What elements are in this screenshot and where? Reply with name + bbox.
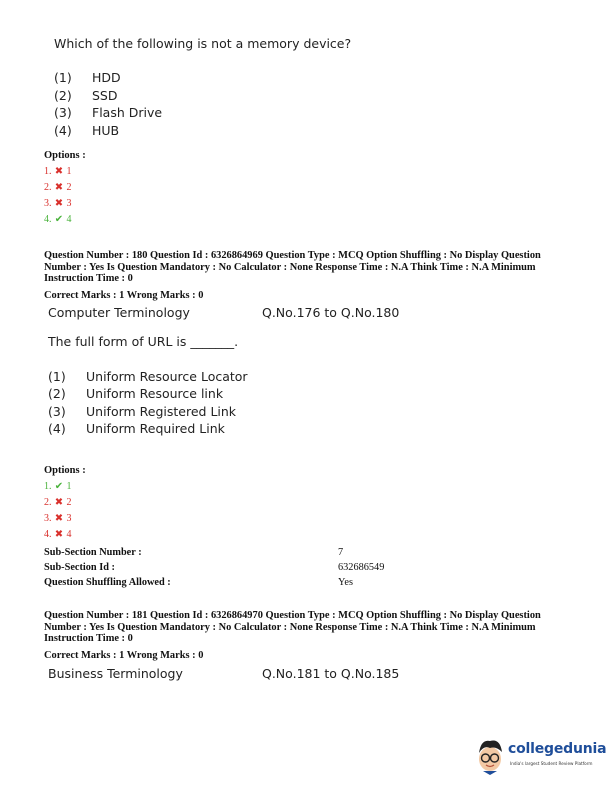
cross-icon: ✖ xyxy=(54,166,64,177)
cross-icon: ✖ xyxy=(54,513,64,524)
option-row: (2) Uniform Resource link xyxy=(48,386,224,402)
mascot-icon xyxy=(474,735,506,775)
answer-row: 4. ✔ 4 xyxy=(44,212,72,228)
answer-row: 3. ✖ 3 xyxy=(44,511,72,527)
logo-tagline: India's largest Student Review Platform xyxy=(510,761,593,766)
answer-row: 4. ✖ 4 xyxy=(44,527,72,543)
cross-icon: ✖ xyxy=(54,529,64,540)
check-icon: ✔ xyxy=(54,214,64,225)
options-label: Options : xyxy=(44,150,86,161)
cross-icon: ✖ xyxy=(54,497,64,508)
option-row: (3) Uniform Registered Link xyxy=(48,403,237,419)
subsection-number-value: 7 xyxy=(338,547,344,558)
logo-wordmark: collegedunia xyxy=(508,741,607,757)
question-text: The full form of URL is _______. xyxy=(48,334,239,349)
question-meta: Question Number : 180 Question Id : 6326864969 Question Type : MCQ Option Shuffling : No Display Question Number : Yes Is Question Mandatory : No Calculator : None Response Time : N.A Think Time : N.A Minimum Instruction Time : 0 xyxy=(44,250,541,284)
options-label: Options : xyxy=(44,465,86,476)
subsection-number-label: Sub-Section Number : xyxy=(44,547,142,558)
answer-row: 2. ✖ 2 xyxy=(44,495,72,511)
cross-icon: ✖ xyxy=(54,198,64,209)
question-options xyxy=(48,368,248,437)
answer-key-list xyxy=(44,164,72,228)
answer-row: 1. ✖ 1 xyxy=(44,164,72,180)
question-meta: Question Number : 181 Question Id : 6326864970 Question Type : MCQ Option Shuffling : No Display Question Number : Yes Is Question Mandatory : No Calculator : None Response Time : N.A Think Time : N.A Minimum Instruction Time : 0 xyxy=(44,610,541,644)
marks-info: Correct Marks : 1 Wrong Marks : 0 xyxy=(44,650,204,661)
question-options xyxy=(54,69,162,139)
section-range: Q.No.181 to Q.No.185 xyxy=(262,666,400,681)
question-text: Which of the following is not a memory device? xyxy=(54,36,352,51)
cross-icon: ✖ xyxy=(54,182,64,193)
check-icon: ✔ xyxy=(54,481,64,492)
marks-info: Correct Marks : 1 Wrong Marks : 0 xyxy=(44,290,204,301)
shuffle-label: Question Shuffling Allowed : xyxy=(44,577,171,588)
answer-row: 1. ✔ 1 xyxy=(44,479,72,495)
answer-row: 3. ✖ 3 xyxy=(44,196,72,212)
option-row: (1) Uniform Resource Locator xyxy=(48,369,248,384)
shuffle-value: Yes xyxy=(338,577,353,588)
option-row: (4) HUB xyxy=(54,122,120,138)
option-row: (2) SSD xyxy=(54,87,118,103)
section-name: Business Terminology xyxy=(48,666,183,681)
option-row: (3) Flash Drive xyxy=(54,105,163,120)
section-range: Q.No.176 to Q.No.180 xyxy=(262,305,400,320)
answer-key-list xyxy=(44,479,72,543)
answer-row: 2. ✖ 2 xyxy=(44,180,72,196)
collegedunia-logo xyxy=(474,735,607,779)
option-row: (1) HDD xyxy=(54,70,121,85)
subsection-id-value: 632686549 xyxy=(338,562,385,573)
subsection-id-label: Sub-Section Id : xyxy=(44,562,115,573)
option-row: (4) Uniform Required Link xyxy=(48,420,225,436)
section-name: Computer Terminology xyxy=(48,305,190,320)
